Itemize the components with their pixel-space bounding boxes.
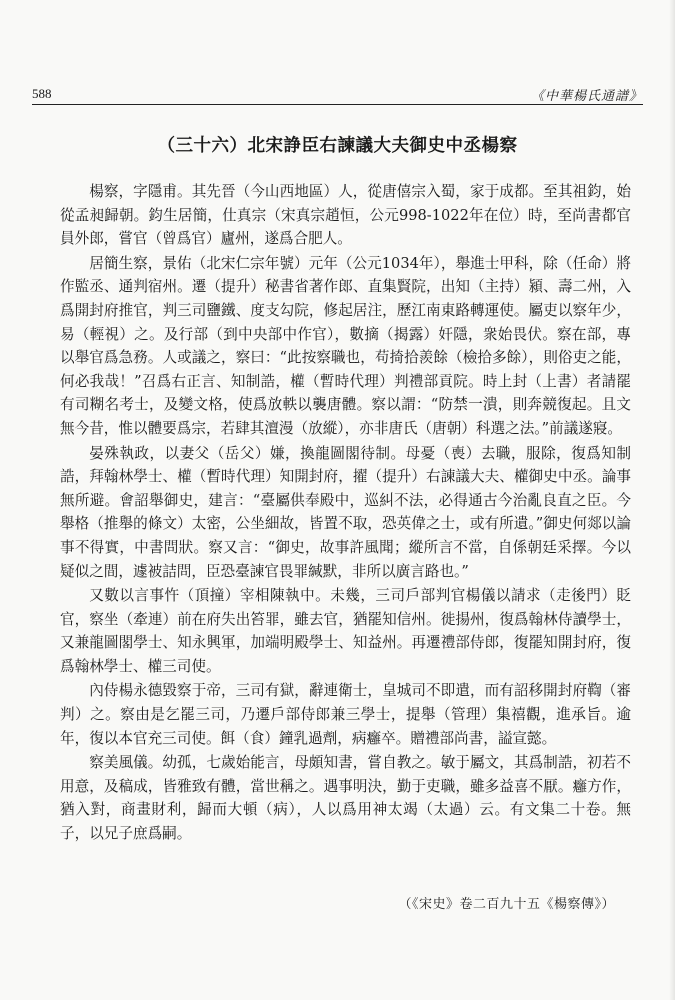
source-citation: （《宋史》卷二百九十五《楊察傳》） bbox=[398, 897, 615, 912]
paragraph-2: 居簡生察，景佑（北宋仁宗年號）元年（公元1034年），舉進士甲科，除（任命）將作監丞、通判宿州。遷（提升）秘書省著作郎、直集賢院，出知（主持）潁、壽二州，入爲開封府推官，判三司鹽鐵、度支勾院，修起居注，歷江南東路轉運使。屬吏以察年少，易（輕視）之。及行部（到中央部中作官），數摘（揭露）奸隱，衆始畏伏。察在部，專以舉官爲急務。人或議之，察曰：“此按察職也，苟掎拾羨餘（檢拾多餘），則俗吏之能，何必我哉！”召爲右正言、知制誥，權（暫時代理）判禮部貢院。時上封（上書）者請罷有司糊名考士，及變文格，使爲放軼以襲唐體。察以謂：“防禁一潰，則奔競復起。且文無今昔，惟以體要爲宗，若肆其澶漫（放縱），亦非唐氏（唐朝）科選之法。”前議遂寢。 bbox=[60, 254, 631, 437]
paragraph-1: 楊察，字隱甫。其先晉（今山西地區）人，從唐僖宗入蜀，家于成都。至其祖鈞，始從孟昶歸朝。鈞生居簡，仕真宗（宋真宗趙恒，公元998-1022年在位）時，至尚書都官員外郎，嘗官（曾爲官）廬州，遂爲合肥人。 bbox=[60, 183, 631, 248]
paragraph-3: 晏殊執政，以妻父（岳父）嫌，換龍圖閣待制。母憂（喪）去職，服除，復爲知制誥，拜翰林學士、權（暫時代理）知開封府，擢（提升）右諫議大夫、權御史中丞。論事無所避。會詔舉御史，建言：“臺屬供奉殿中，巡糾不法，必得通古今治亂良直之臣。今舉格（推舉的條文）太密，公坐細故，皆置不取，恐英偉之士，或有所遺。”御史何郯以論事不得實，中書問狀。察又言：“御史，故事許風聞；縱所言不當，自係朝廷采擇。今以疑似之間，遽被詰問，臣恐臺諫官畏罪緘默，非所以廣言路也。” bbox=[60, 444, 631, 580]
paragraph-6: 察美風儀。幼孤，七歲始能言，母頗知書，嘗自教之。敏于屬文，其爲制誥，初若不用意，及稿成，皆雅致有體，當世稱之。遇事明決，勤于吏職，雖多益喜不厭。癰方作，猶入對，商畫財利，歸而大頓（病），人以爲用神太竭（太過）云。有文集二十卷。無子，以兄子庶爲嗣。 bbox=[60, 754, 631, 843]
page-header bbox=[32, 84, 643, 105]
paragraph-4: 又數以言事忤（頂撞）宰相陳執中。未幾，三司戶部判官楊儀以請求（走後門）貶官，察坐（牽連）前在府失出笞罪，雖去官，猶罷知信州。徙揚州，復爲翰林侍讀學士，又兼龍圖閣學士、知永興軍，加端明殿學士、知益州。再遷禮部侍郎，復罷知開封府，復爲翰林學士、權三司使。 bbox=[60, 587, 631, 675]
section-title: （三十六）北宋諍臣右諫議大夫御史中丞楊察 bbox=[157, 136, 518, 156]
page-number: 588 bbox=[32, 86, 52, 101]
scan-edge-shadow bbox=[669, 0, 675, 1000]
paragraph-5: 內侍楊永德毀察于帝，三司有獄，辭連衛士，皇城司不即遣，而有詔移開封府鞫（審判）之。察由是乞罷三司，乃遷戶部侍郎兼三學士，提舉（管理）集禧觀，進承旨。逾年，復以本官充三司使。餌（食）鐘乳過劑，病癰卒。贈禮部尚書，謚宣懿。 bbox=[60, 682, 631, 747]
running-title: 《中華楊氏通譜》 bbox=[530, 89, 643, 104]
body-text bbox=[60, 180, 631, 847]
